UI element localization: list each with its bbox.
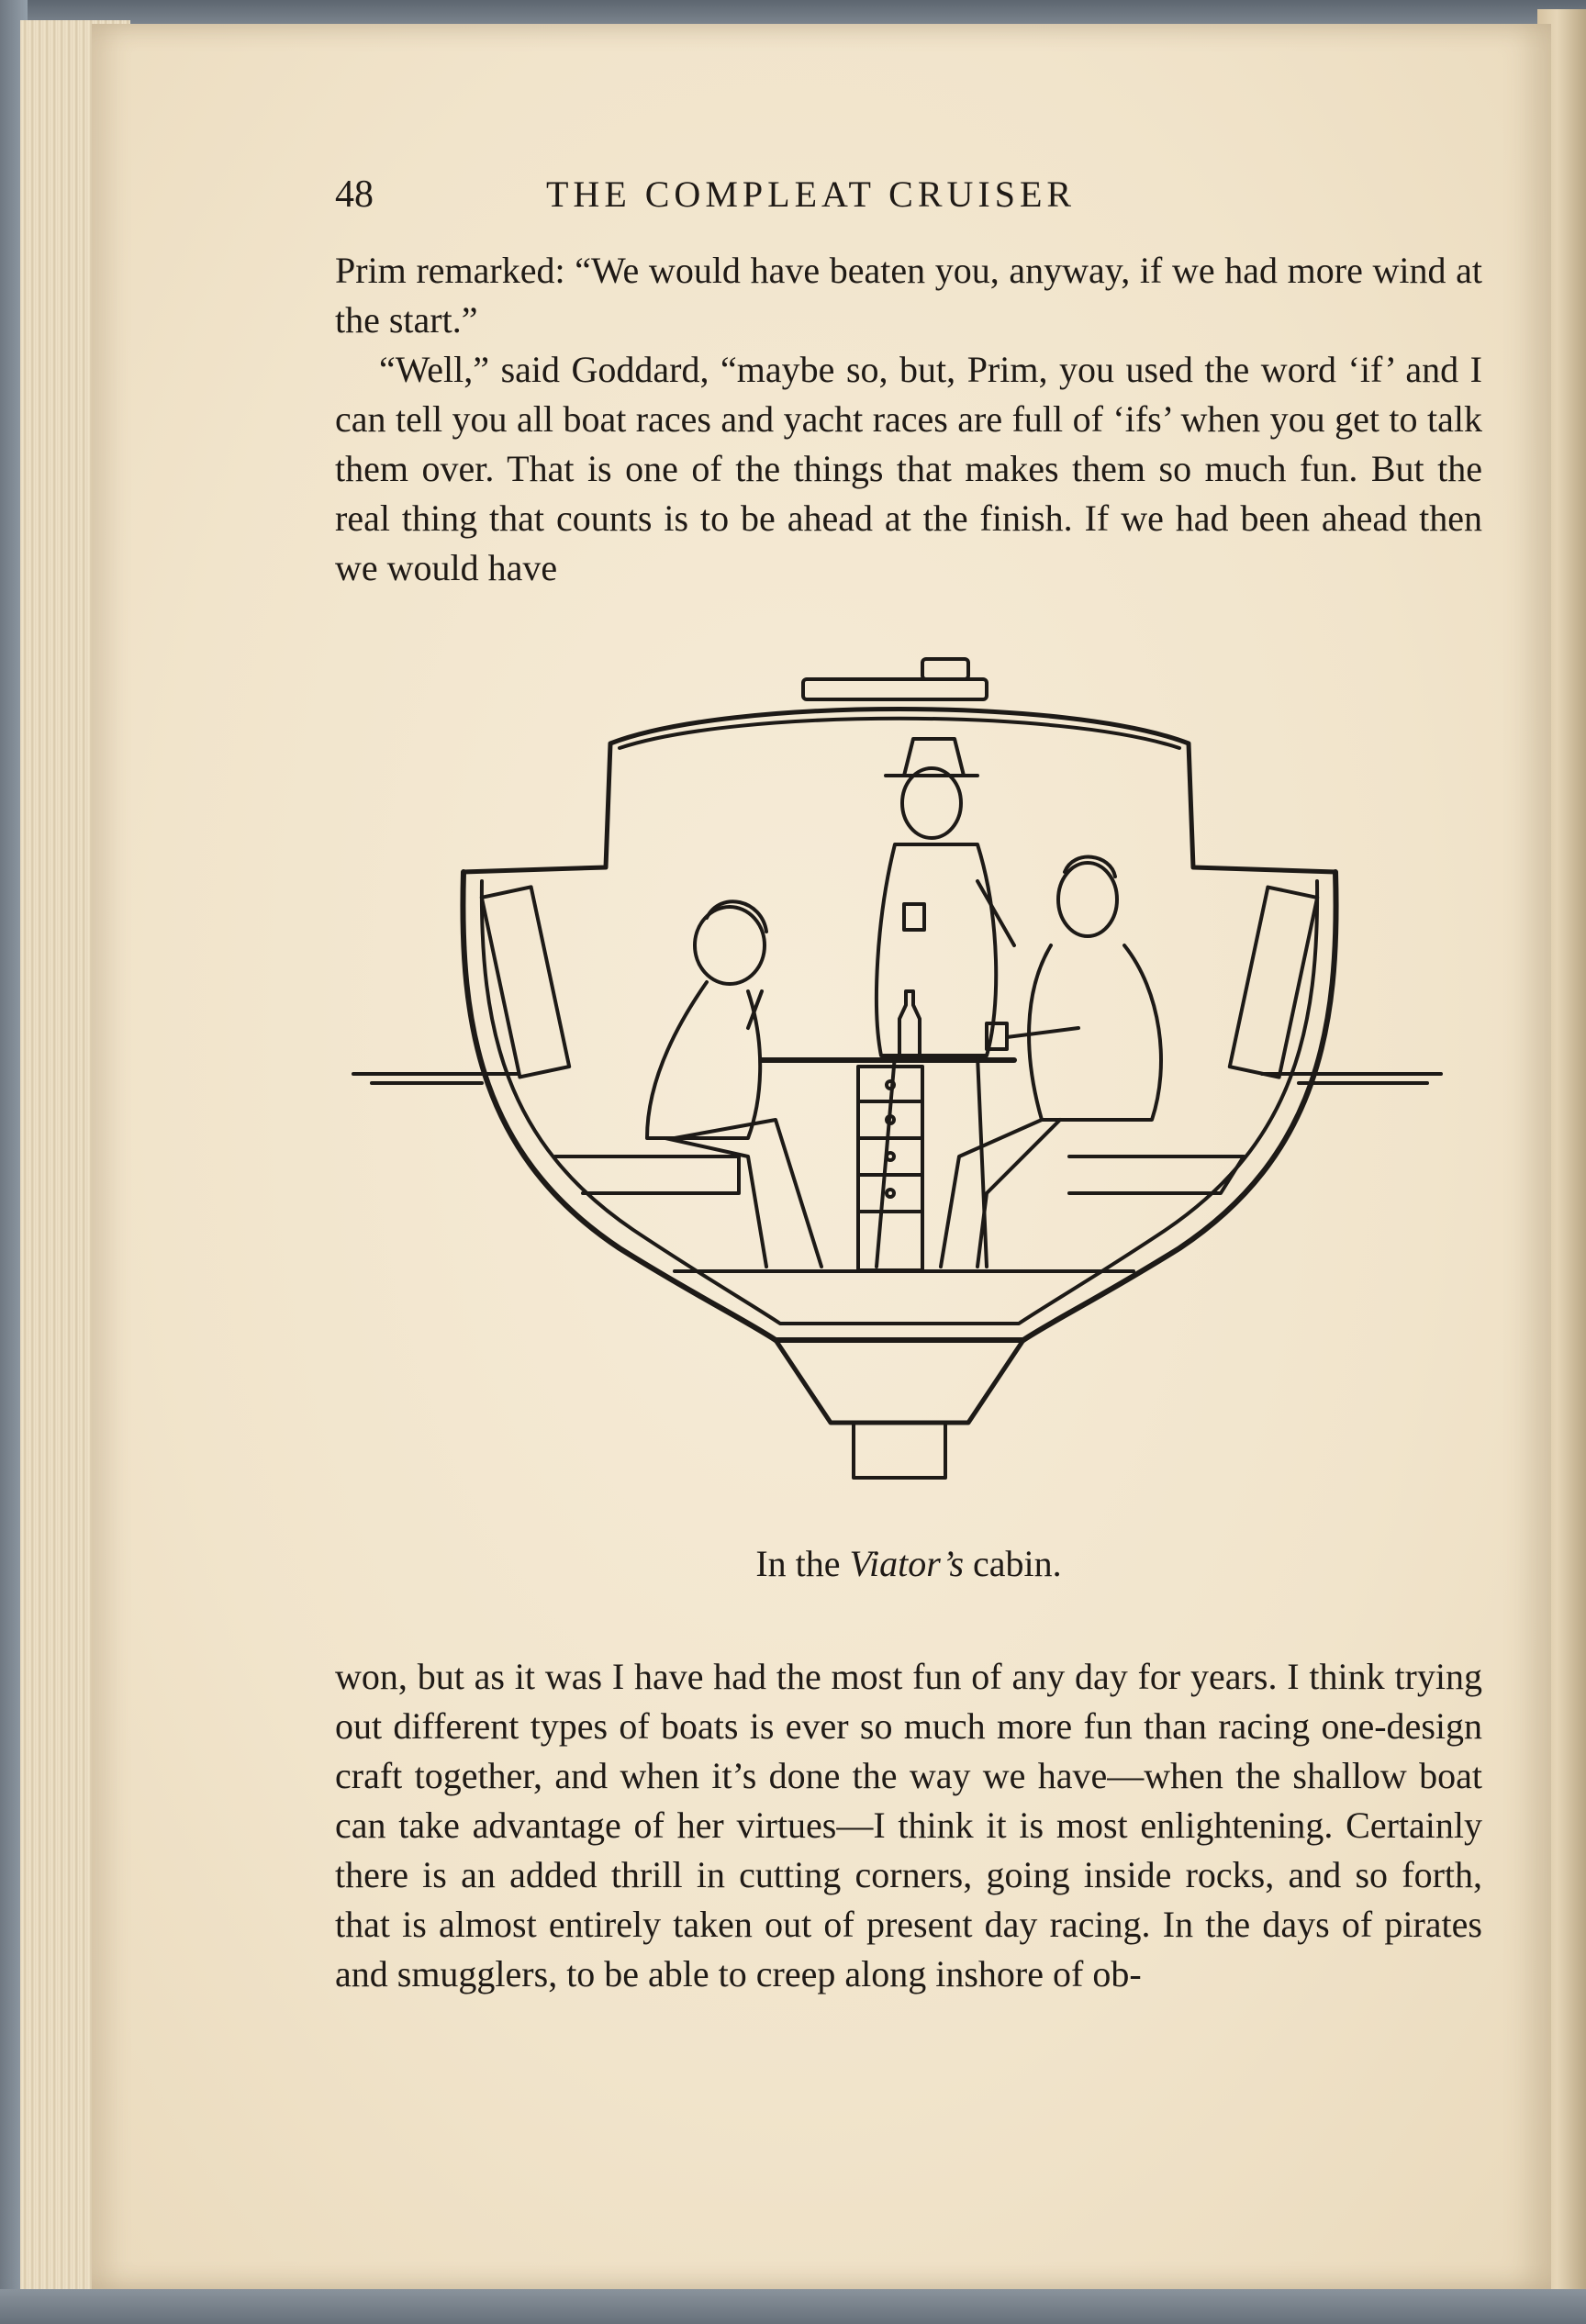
keel-ballast	[854, 1423, 945, 1478]
port-locker	[482, 887, 569, 1077]
hatch-slide	[922, 659, 968, 679]
paragraph: Prim remarked: “We would have beaten you, anyway, if we had more wind at the start.”	[335, 250, 1482, 341]
page-header	[335, 173, 1271, 228]
page-number: 48	[335, 173, 374, 216]
text-block-bottom	[335, 1652, 1482, 1999]
deck	[464, 709, 1335, 873]
paragraph: won, but as it was I have had the most fun of any day for years. I think trying out different types of boats is ever so much more fun than racing one-design craft together, and when it’s done the way we have—when the shallow boat can take advantage of her virtues—I think it is most enlightening. Certainly there is an added thrill in cutting corners, going inside rocks, and so forth, that is almost entirely taken out of present day racing. In the days of pirates and smugglers, to be able to creep along inshore of ob-	[335, 1656, 1482, 1994]
hatch	[803, 679, 987, 699]
figure-caption	[335, 1542, 1482, 1585]
book-cover-bottom	[0, 2289, 1586, 2324]
paragraph: “Well,” said Goddard, “maybe so, but, Prim, you used the word ‘if’ and I can tell you all boat races and yacht races are full of ‘ifs’ when you get to talk them over. That is one of the things that makes them so much fun. But the real thing that counts is to be ahead at the finish. If we had been ahead then we would have	[335, 349, 1482, 588]
caption-lead: In the	[755, 1543, 850, 1584]
cabin-cross-section-illustration	[344, 642, 1455, 1487]
starboard-locker	[1230, 888, 1317, 1078]
seated-woman-figure	[647, 901, 821, 1267]
running-head: THE COMPLEAT CRUISER	[546, 173, 1077, 215]
bottle	[899, 991, 920, 1060]
caption-boat-name: Viator’s	[849, 1543, 965, 1584]
keel	[776, 1340, 1023, 1423]
caption-tail: cabin.	[964, 1543, 1062, 1584]
text-block-top	[335, 246, 1482, 593]
